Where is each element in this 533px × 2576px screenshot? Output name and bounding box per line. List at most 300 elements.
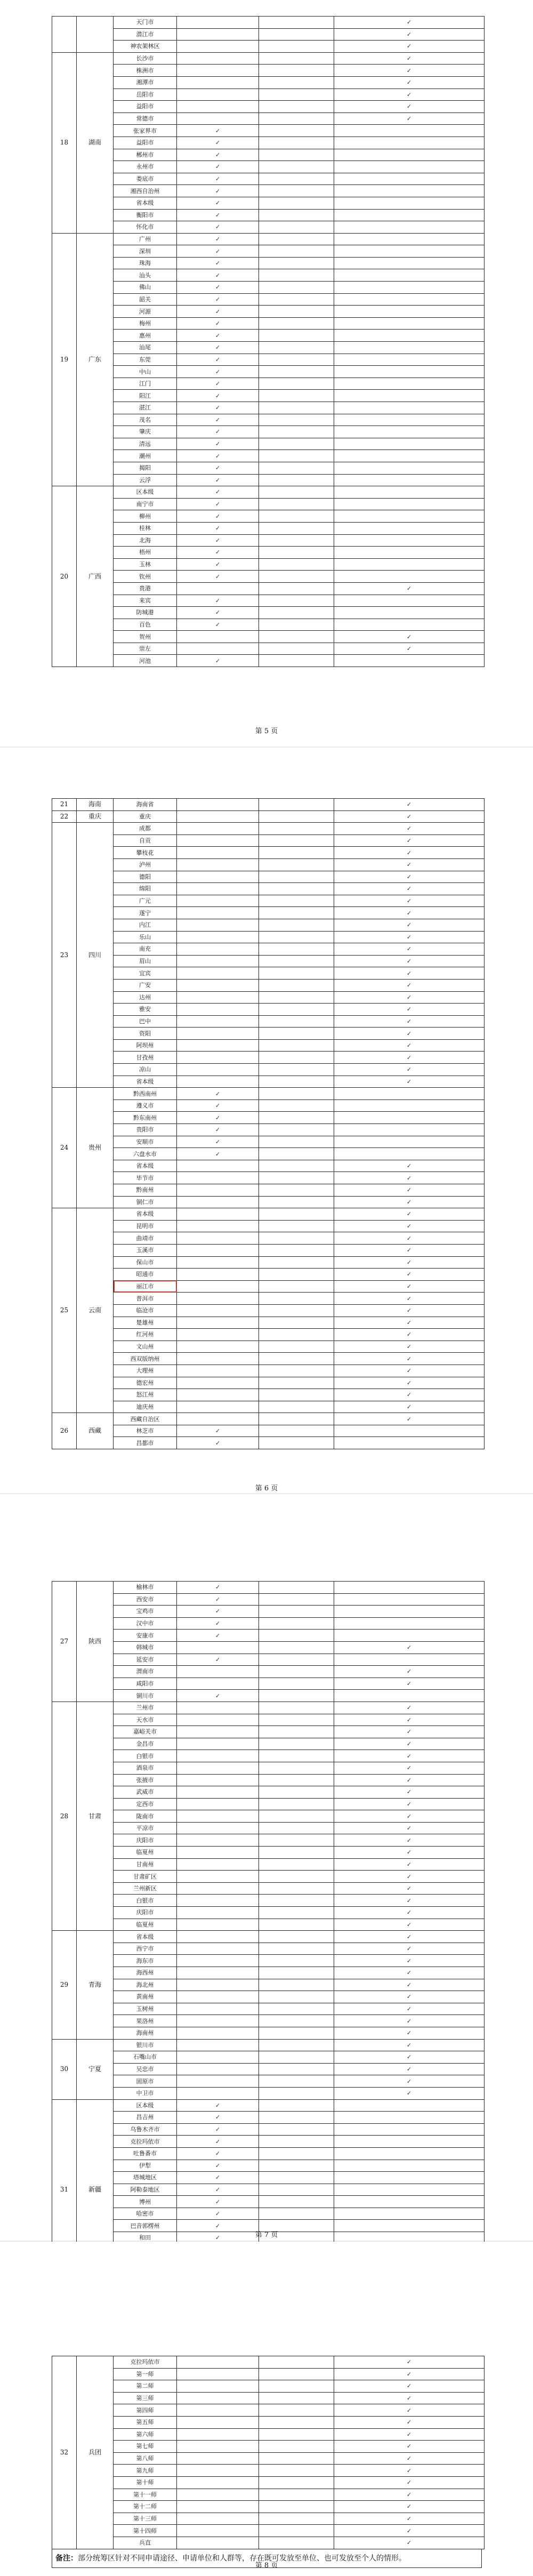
region-cell: 阿坝州 bbox=[114, 1039, 177, 1052]
unit-disbursement-cell: ✓ bbox=[177, 402, 259, 414]
province-cell: 海南 bbox=[77, 799, 114, 811]
both-disbursement-cell bbox=[334, 1088, 484, 1100]
region-cell: 金昌市 bbox=[114, 1738, 177, 1750]
unit-disbursement-cell bbox=[177, 1039, 259, 1052]
region-cell: 嘉峪关市 bbox=[114, 1726, 177, 1738]
unit-disbursement-cell: ✓ bbox=[177, 607, 259, 619]
both-disbursement-cell: ✓ bbox=[334, 1931, 484, 1943]
both-disbursement-cell bbox=[334, 317, 484, 330]
individual-disbursement-cell bbox=[259, 1136, 334, 1148]
individual-disbursement-cell bbox=[259, 1437, 334, 1449]
both-disbursement-cell: ✓ bbox=[334, 1714, 484, 1726]
region-cell: 凉山 bbox=[114, 1064, 177, 1076]
row-number-cell: 25 bbox=[52, 1208, 77, 1413]
both-disbursement-cell: ✓ bbox=[334, 1353, 484, 1365]
region-cell: 昭通市 bbox=[114, 1269, 177, 1281]
region-cell: 第九师 bbox=[114, 2465, 177, 2477]
table-row bbox=[52, 1293, 484, 1305]
individual-disbursement-cell bbox=[259, 2513, 334, 2525]
table-row bbox=[52, 1256, 484, 1269]
region-cell: 第八师 bbox=[114, 2452, 177, 2465]
individual-disbursement-cell bbox=[259, 1088, 334, 1100]
table-row bbox=[52, 1955, 484, 1967]
individual-disbursement-cell bbox=[259, 1293, 334, 1305]
individual-disbursement-cell bbox=[259, 1847, 334, 1859]
unit-disbursement-cell bbox=[177, 1160, 259, 1172]
unit-disbursement-cell: ✓ bbox=[177, 233, 259, 245]
region-cell: 广元 bbox=[114, 895, 177, 907]
individual-disbursement-cell bbox=[259, 2112, 334, 2124]
unit-disbursement-cell: ✓ bbox=[177, 378, 259, 390]
unit-disbursement-cell bbox=[177, 2075, 259, 2088]
individual-disbursement-cell bbox=[259, 1244, 334, 1256]
table-row bbox=[52, 1220, 484, 1232]
table-row bbox=[52, 1822, 484, 1834]
unit-disbursement-cell bbox=[177, 991, 259, 1004]
both-disbursement-cell: ✓ bbox=[334, 1039, 484, 1052]
individual-disbursement-cell bbox=[259, 1064, 334, 1076]
region-cell: 阳江 bbox=[114, 390, 177, 402]
table-row bbox=[52, 52, 484, 65]
region-cell: 区本级 bbox=[114, 486, 177, 499]
table-row bbox=[52, 571, 484, 583]
individual-disbursement-cell bbox=[259, 655, 334, 667]
region-cell: 湘西自治州 bbox=[114, 185, 177, 197]
region-cell: 第一师 bbox=[114, 2368, 177, 2380]
unit-disbursement-cell bbox=[177, 41, 259, 53]
unit-disbursement-cell: ✓ bbox=[177, 655, 259, 667]
table-row bbox=[52, 655, 484, 667]
table-row bbox=[52, 2015, 484, 2027]
both-disbursement-cell: ✓ bbox=[334, 2476, 484, 2489]
region-cell: 甘孜州 bbox=[114, 1052, 177, 1064]
individual-disbursement-cell bbox=[259, 1280, 334, 1293]
unit-disbursement-cell bbox=[177, 931, 259, 943]
individual-disbursement-cell bbox=[259, 1967, 334, 1979]
both-disbursement-cell: ✓ bbox=[334, 2027, 484, 2039]
both-disbursement-cell: ✓ bbox=[334, 2039, 484, 2051]
individual-disbursement-cell bbox=[259, 595, 334, 607]
table-row bbox=[52, 1280, 484, 1293]
row-number-cell: 23 bbox=[52, 823, 77, 1088]
row-number-cell: 20 bbox=[52, 486, 77, 667]
both-disbursement-cell bbox=[334, 547, 484, 559]
table-row bbox=[52, 41, 484, 53]
both-disbursement-cell: ✓ bbox=[334, 1172, 484, 1184]
individual-disbursement-cell bbox=[259, 1329, 334, 1341]
region-cell: 佛山 bbox=[114, 282, 177, 294]
both-disbursement-cell: ✓ bbox=[334, 883, 484, 895]
individual-disbursement-cell bbox=[259, 2196, 334, 2208]
region-cell: 西藏自治区 bbox=[114, 1413, 177, 1425]
unit-disbursement-cell: ✓ bbox=[177, 2196, 259, 2208]
region-cell: 武威市 bbox=[114, 1786, 177, 1799]
coverage-table bbox=[52, 1581, 484, 2280]
both-disbursement-cell: ✓ bbox=[334, 41, 484, 53]
table-row bbox=[52, 486, 484, 499]
unit-disbursement-cell bbox=[177, 2525, 259, 2537]
table-row bbox=[52, 1244, 484, 1256]
table-row bbox=[52, 2160, 484, 2172]
table-row bbox=[52, 1919, 484, 1931]
region-cell: 甘南州 bbox=[114, 1858, 177, 1871]
region-cell: 安顺市 bbox=[114, 1136, 177, 1148]
table-row bbox=[52, 1641, 484, 1654]
individual-disbursement-cell bbox=[259, 2356, 334, 2369]
table-row bbox=[52, 2392, 484, 2404]
table-row bbox=[52, 607, 484, 619]
individual-disbursement-cell bbox=[259, 173, 334, 185]
both-disbursement-cell: ✓ bbox=[334, 991, 484, 1004]
unit-disbursement-cell: ✓ bbox=[177, 2112, 259, 2124]
table-row bbox=[52, 462, 484, 474]
unit-disbursement-cell bbox=[177, 1738, 259, 1750]
region-cell: 绵阳 bbox=[114, 883, 177, 895]
unit-disbursement-cell bbox=[177, 643, 259, 655]
table-row bbox=[52, 1100, 484, 1112]
unit-disbursement-cell: ✓ bbox=[177, 161, 259, 173]
table-row bbox=[52, 1136, 484, 1148]
both-disbursement-cell: ✓ bbox=[334, 1738, 484, 1750]
region-cell: 株洲市 bbox=[114, 65, 177, 77]
region-cell: 娄底市 bbox=[114, 173, 177, 185]
both-disbursement-cell: ✓ bbox=[334, 1329, 484, 1341]
unit-disbursement-cell bbox=[177, 1943, 259, 1955]
region-cell: 河源 bbox=[114, 306, 177, 318]
table-row bbox=[52, 173, 484, 185]
table-row bbox=[52, 991, 484, 1004]
table-row bbox=[52, 1317, 484, 1329]
unit-disbursement-cell: ✓ bbox=[177, 1582, 259, 1594]
table-row bbox=[52, 137, 484, 149]
region-cell: 南充 bbox=[114, 943, 177, 956]
table-row bbox=[52, 558, 484, 571]
both-disbursement-cell bbox=[334, 595, 484, 607]
both-disbursement-cell: ✓ bbox=[334, 1786, 484, 1799]
unit-disbursement-cell bbox=[177, 1196, 259, 1208]
table-row bbox=[52, 233, 484, 245]
page-number: 第 8 页 bbox=[255, 2562, 278, 2570]
table-row bbox=[52, 342, 484, 354]
table-row bbox=[52, 498, 484, 510]
individual-disbursement-cell bbox=[259, 101, 334, 113]
table-row bbox=[52, 2172, 484, 2184]
region-cell: 西宁市 bbox=[114, 1943, 177, 1955]
unit-disbursement-cell bbox=[177, 2513, 259, 2525]
region-cell: 省本级 bbox=[114, 1208, 177, 1221]
both-disbursement-cell bbox=[334, 522, 484, 534]
region-cell: 保山市 bbox=[114, 1256, 177, 1269]
region-cell: 伊犁 bbox=[114, 2160, 177, 2172]
unit-disbursement-cell: ✓ bbox=[177, 257, 259, 269]
both-disbursement-cell: ✓ bbox=[334, 979, 484, 991]
both-disbursement-cell: ✓ bbox=[334, 1401, 484, 1413]
unit-disbursement-cell bbox=[177, 1004, 259, 1016]
individual-disbursement-cell bbox=[259, 943, 334, 956]
table-row bbox=[52, 582, 484, 595]
table-row bbox=[52, 1052, 484, 1064]
individual-disbursement-cell bbox=[259, 1726, 334, 1738]
unit-disbursement-cell: ✓ bbox=[177, 173, 259, 185]
table-row bbox=[52, 2441, 484, 2453]
table-row bbox=[52, 2208, 484, 2220]
individual-disbursement-cell bbox=[259, 1208, 334, 1221]
table-row bbox=[52, 919, 484, 931]
both-disbursement-cell: ✓ bbox=[334, 1774, 484, 1786]
both-disbursement-cell: ✓ bbox=[334, 1064, 484, 1076]
table-row bbox=[52, 1437, 484, 1449]
region-cell: 果洛州 bbox=[114, 2015, 177, 2027]
region-cell: 防城港 bbox=[114, 607, 177, 619]
both-disbursement-cell bbox=[334, 354, 484, 366]
table-row bbox=[52, 474, 484, 486]
region-cell: 巴音郭楞州 bbox=[114, 2220, 177, 2232]
table-row bbox=[52, 2003, 484, 2015]
page-number: 第 5 页 bbox=[255, 727, 278, 735]
region-cell: 榆林市 bbox=[114, 1582, 177, 1594]
province-cell: 重庆 bbox=[77, 810, 114, 823]
region-cell: 汉中市 bbox=[114, 1617, 177, 1630]
region-cell: 德宏州 bbox=[114, 1377, 177, 1389]
both-disbursement-cell: ✓ bbox=[334, 1641, 484, 1654]
table-row bbox=[52, 209, 484, 221]
unit-disbursement-cell bbox=[177, 2063, 259, 2075]
individual-disbursement-cell bbox=[259, 293, 334, 306]
both-disbursement-cell: ✓ bbox=[334, 823, 484, 835]
both-disbursement-cell: ✓ bbox=[334, 1293, 484, 1305]
region-cell: 第十一师 bbox=[114, 2489, 177, 2501]
individual-disbursement-cell bbox=[259, 1714, 334, 1726]
individual-disbursement-cell bbox=[259, 52, 334, 65]
region-cell: 茂名 bbox=[114, 414, 177, 426]
both-disbursement-cell: ✓ bbox=[334, 643, 484, 655]
both-disbursement-cell bbox=[334, 330, 484, 342]
unit-disbursement-cell: ✓ bbox=[177, 1112, 259, 1124]
province-cell: 云南 bbox=[77, 1208, 114, 1413]
individual-disbursement-cell bbox=[259, 209, 334, 221]
individual-disbursement-cell bbox=[259, 1882, 334, 1895]
region-cell: 攀枝花 bbox=[114, 847, 177, 859]
both-disbursement-cell: ✓ bbox=[334, 1076, 484, 1088]
region-cell: 贺州 bbox=[114, 631, 177, 643]
region-cell: 雅安 bbox=[114, 1004, 177, 1016]
unit-disbursement-cell bbox=[177, 1052, 259, 1064]
region-cell: 兵直 bbox=[114, 2537, 177, 2549]
table-row bbox=[52, 595, 484, 607]
individual-disbursement-cell bbox=[259, 619, 334, 631]
unit-disbursement-cell bbox=[177, 1834, 259, 1847]
province-cell: 湖南 bbox=[77, 52, 114, 233]
individual-disbursement-cell bbox=[259, 1425, 334, 1437]
unit-disbursement-cell bbox=[177, 1907, 259, 1919]
both-disbursement-cell bbox=[334, 366, 484, 378]
region-cell: 揭阳 bbox=[114, 462, 177, 474]
unit-disbursement-cell bbox=[177, 1413, 259, 1425]
both-disbursement-cell bbox=[334, 486, 484, 499]
region-cell: 兰州新区 bbox=[114, 1882, 177, 1895]
table-row bbox=[52, 2368, 484, 2380]
individual-disbursement-cell bbox=[259, 858, 334, 871]
region-cell: 益阳市 bbox=[114, 137, 177, 149]
individual-disbursement-cell bbox=[259, 2465, 334, 2477]
table-row bbox=[52, 1690, 484, 1702]
both-disbursement-cell: ✓ bbox=[334, 1389, 484, 1401]
table-row bbox=[52, 871, 484, 883]
individual-disbursement-cell bbox=[259, 1377, 334, 1389]
individual-disbursement-cell bbox=[259, 1895, 334, 1907]
province-cell: 贵州 bbox=[77, 1088, 114, 1208]
individual-disbursement-cell bbox=[259, 2087, 334, 2099]
individual-disbursement-cell bbox=[259, 1943, 334, 1955]
individual-disbursement-cell bbox=[259, 1196, 334, 1208]
unit-disbursement-cell: ✓ bbox=[177, 390, 259, 402]
unit-disbursement-cell bbox=[177, 2428, 259, 2441]
region-cell: 临夏州 bbox=[114, 1847, 177, 1859]
both-disbursement-cell bbox=[334, 2136, 484, 2148]
individual-disbursement-cell bbox=[259, 1762, 334, 1774]
row-number-cell: 32 bbox=[52, 2356, 77, 2549]
unit-disbursement-cell bbox=[177, 2452, 259, 2465]
individual-disbursement-cell bbox=[259, 2003, 334, 2015]
table-row bbox=[52, 2525, 484, 2537]
region-cell: 云浮 bbox=[114, 474, 177, 486]
document-page bbox=[0, 748, 533, 1493]
individual-disbursement-cell bbox=[259, 125, 334, 137]
both-disbursement-cell bbox=[334, 1617, 484, 1630]
individual-disbursement-cell bbox=[259, 522, 334, 534]
individual-disbursement-cell bbox=[259, 1630, 334, 1642]
table-row bbox=[52, 1871, 484, 1883]
both-disbursement-cell: ✓ bbox=[334, 1004, 484, 1016]
unit-disbursement-cell bbox=[177, 2465, 259, 2477]
individual-disbursement-cell bbox=[259, 2452, 334, 2465]
table-row bbox=[52, 366, 484, 378]
region-cell: 梅州 bbox=[114, 317, 177, 330]
both-disbursement-cell bbox=[334, 462, 484, 474]
table-row bbox=[52, 1702, 484, 1714]
individual-disbursement-cell bbox=[259, 462, 334, 474]
region-cell: 钦州 bbox=[114, 571, 177, 583]
table-row bbox=[52, 2123, 484, 2136]
unit-disbursement-cell: ✓ bbox=[177, 125, 259, 137]
unit-disbursement-cell bbox=[177, 2537, 259, 2549]
table-row bbox=[52, 1269, 484, 1281]
table-row bbox=[52, 619, 484, 631]
individual-disbursement-cell bbox=[259, 1317, 334, 1329]
both-disbursement-cell: ✓ bbox=[334, 2087, 484, 2099]
individual-disbursement-cell bbox=[259, 498, 334, 510]
region-cell: 海南省 bbox=[114, 799, 177, 811]
table-row bbox=[52, 1148, 484, 1160]
individual-disbursement-cell bbox=[259, 1076, 334, 1088]
unit-disbursement-cell: ✓ bbox=[177, 1136, 259, 1148]
unit-disbursement-cell bbox=[177, 810, 259, 823]
individual-disbursement-cell bbox=[259, 1654, 334, 1666]
unit-disbursement-cell bbox=[177, 52, 259, 65]
region-cell: 昌吉州 bbox=[114, 2112, 177, 2124]
individual-disbursement-cell bbox=[259, 2015, 334, 2027]
region-cell: 甘肃矿区 bbox=[114, 1871, 177, 1883]
both-disbursement-cell: ✓ bbox=[334, 858, 484, 871]
unit-disbursement-cell bbox=[177, 17, 259, 29]
unit-disbursement-cell: ✓ bbox=[177, 282, 259, 294]
unit-disbursement-cell bbox=[177, 1208, 259, 1221]
individual-disbursement-cell bbox=[259, 1858, 334, 1871]
region-cell: 省本级 bbox=[114, 197, 177, 209]
region-cell: 梧州 bbox=[114, 547, 177, 559]
both-disbursement-cell: ✓ bbox=[334, 1726, 484, 1738]
unit-disbursement-cell: ✓ bbox=[177, 474, 259, 486]
region-cell: 吴忠市 bbox=[114, 2063, 177, 2075]
unit-disbursement-cell bbox=[177, 871, 259, 883]
individual-disbursement-cell bbox=[259, 89, 334, 101]
both-disbursement-cell: ✓ bbox=[334, 1907, 484, 1919]
both-disbursement-cell bbox=[334, 1124, 484, 1136]
region-cell: 广安 bbox=[114, 979, 177, 991]
individual-disbursement-cell bbox=[259, 486, 334, 499]
row-number-cell: 21 bbox=[52, 799, 77, 811]
unit-disbursement-cell: ✓ bbox=[177, 1425, 259, 1437]
individual-disbursement-cell bbox=[259, 1593, 334, 1606]
region-cell: 白银市 bbox=[114, 1750, 177, 1762]
table-row bbox=[52, 547, 484, 559]
table-row bbox=[52, 2465, 484, 2477]
unit-disbursement-cell bbox=[177, 2003, 259, 2015]
unit-disbursement-cell bbox=[177, 2015, 259, 2027]
unit-disbursement-cell bbox=[177, 847, 259, 859]
table-row bbox=[52, 1798, 484, 1810]
unit-disbursement-cell bbox=[177, 967, 259, 980]
both-disbursement-cell: ✓ bbox=[334, 895, 484, 907]
both-disbursement-cell: ✓ bbox=[334, 28, 484, 41]
unit-disbursement-cell bbox=[177, 834, 259, 847]
table-row bbox=[52, 2404, 484, 2417]
both-disbursement-cell: ✓ bbox=[334, 967, 484, 980]
unit-disbursement-cell: ✓ bbox=[177, 2208, 259, 2220]
both-disbursement-cell: ✓ bbox=[334, 2537, 484, 2549]
both-disbursement-cell: ✓ bbox=[334, 1967, 484, 1979]
individual-disbursement-cell bbox=[259, 28, 334, 41]
unit-disbursement-cell bbox=[177, 1858, 259, 1871]
unit-disbursement-cell bbox=[177, 1967, 259, 1979]
unit-disbursement-cell bbox=[177, 1244, 259, 1256]
both-disbursement-cell bbox=[334, 1654, 484, 1666]
region-cell: 临沧市 bbox=[114, 1304, 177, 1317]
region-cell: 铜川市 bbox=[114, 1690, 177, 1702]
region-cell: 迪庆州 bbox=[114, 1401, 177, 1413]
both-disbursement-cell: ✓ bbox=[334, 1280, 484, 1293]
both-disbursement-cell bbox=[334, 1148, 484, 1160]
unit-disbursement-cell bbox=[177, 1317, 259, 1329]
remarks-label: 备注： bbox=[55, 2554, 78, 2563]
region-cell: 宝鸡市 bbox=[114, 1606, 177, 1618]
region-cell: 韶关 bbox=[114, 293, 177, 306]
unit-disbursement-cell: ✓ bbox=[177, 619, 259, 631]
individual-disbursement-cell bbox=[259, 426, 334, 438]
table-row bbox=[52, 1991, 484, 2003]
both-disbursement-cell bbox=[334, 282, 484, 294]
both-disbursement-cell bbox=[334, 197, 484, 209]
both-disbursement-cell: ✓ bbox=[334, 1702, 484, 1714]
individual-disbursement-cell bbox=[259, 2525, 334, 2537]
both-disbursement-cell bbox=[334, 2123, 484, 2136]
both-disbursement-cell: ✓ bbox=[334, 1750, 484, 1762]
table-row bbox=[52, 2087, 484, 2099]
region-cell: 石嘴山市 bbox=[114, 2051, 177, 2064]
both-disbursement-cell: ✓ bbox=[334, 65, 484, 77]
table-row bbox=[52, 955, 484, 967]
unit-disbursement-cell bbox=[177, 2039, 259, 2051]
